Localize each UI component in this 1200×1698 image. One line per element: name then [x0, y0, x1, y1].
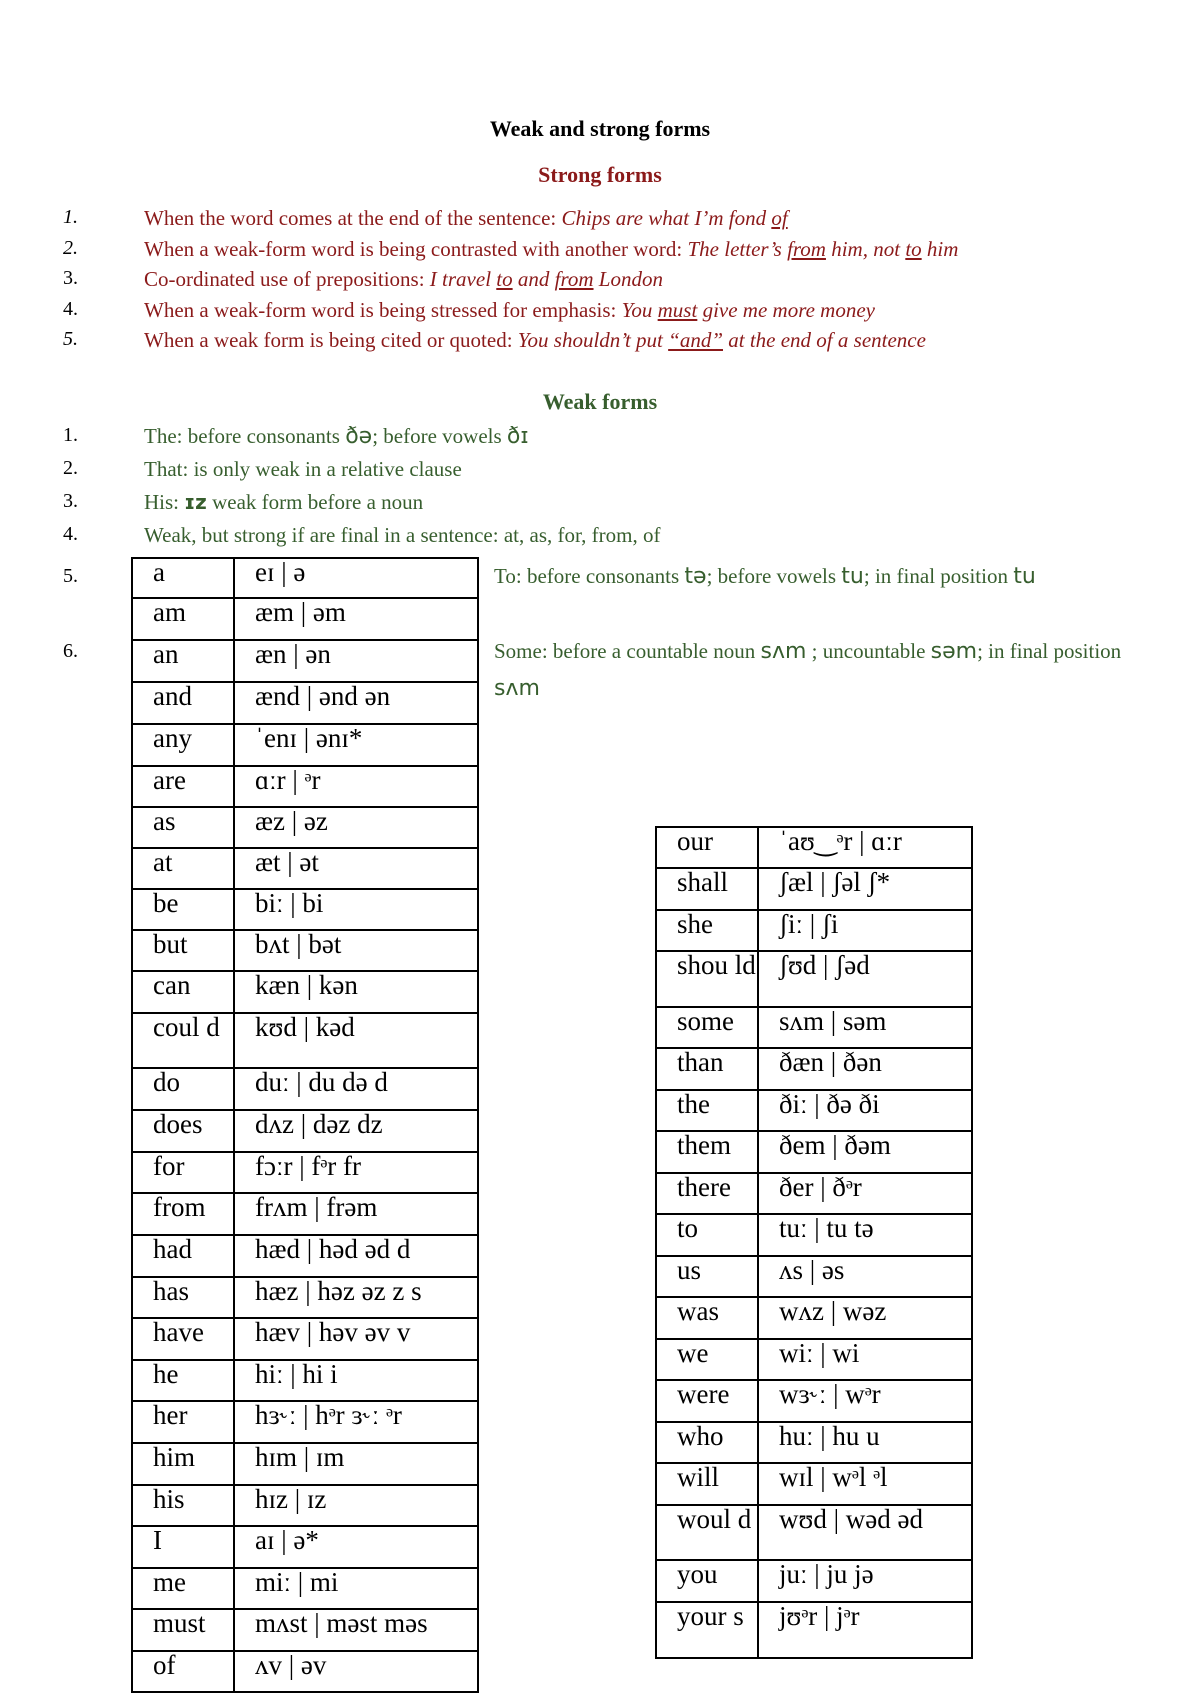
- word-cell: for: [132, 1152, 234, 1193]
- list-number: 2.: [63, 236, 78, 259]
- word-cell: I: [132, 1526, 234, 1568]
- word-cell: as: [132, 807, 234, 848]
- pronunciation-cell: dʌz | dəz dz: [234, 1110, 478, 1152]
- note-text: ; before vowels: [706, 564, 842, 588]
- word-cell: her: [132, 1401, 234, 1443]
- table-row: [656, 1602, 972, 1658]
- word-cell: his: [132, 1485, 234, 1526]
- table-row: [656, 1422, 972, 1463]
- pronunciation-cell: aɪ | ə*: [234, 1526, 478, 1568]
- strong-form-text: [144, 237, 958, 262]
- pronunciation-cell: huː | hu u: [758, 1422, 972, 1463]
- word-cell: am: [132, 598, 234, 640]
- pronunciation-cell: æm | əm: [234, 598, 478, 640]
- pronunciation-cell: miː | mi: [234, 1568, 478, 1609]
- pronunciation-cell: hɪz | ɪz: [234, 1485, 478, 1526]
- note-text: ; in final position: [977, 639, 1122, 663]
- pronunciation-cell: æn | ən: [234, 640, 478, 682]
- weak-form-text: [144, 424, 529, 449]
- pronunciation-cell: hɜ˞ː | hᵊr ɜ˞ː ᵊr: [234, 1401, 478, 1443]
- strong-forms-heading: Strong forms: [538, 162, 662, 187]
- word-cell: are: [132, 766, 234, 807]
- note-text: His:: [144, 490, 185, 514]
- strong-form-text: [144, 267, 663, 292]
- table-row: [656, 1463, 972, 1505]
- note-text: That: is only weak in a relative clause: [144, 457, 462, 481]
- word-cell: the: [656, 1090, 758, 1131]
- example-text: London: [593, 267, 663, 291]
- note-some: [494, 633, 1134, 707]
- pronunciation-cell: hiː | hi i: [234, 1360, 478, 1401]
- pronunciation-cell: fɔːr | fᵊr fr: [234, 1152, 478, 1193]
- table-row: [132, 1235, 478, 1277]
- example-text: You shouldn’t put: [517, 328, 669, 352]
- word-cell: she: [656, 910, 758, 951]
- word-cell: him: [132, 1443, 234, 1485]
- table-row: [132, 1013, 478, 1068]
- example-text: You: [621, 297, 658, 322]
- table-row: [656, 1256, 972, 1297]
- word-cell: us: [656, 1256, 758, 1297]
- table-row: [132, 682, 478, 724]
- pronunciation-cell: wɜ˞ː | wᵊr: [758, 1380, 972, 1422]
- ipa-transcription: sʌm: [494, 676, 540, 701]
- table-row: [656, 910, 972, 951]
- table-row: [656, 1214, 972, 1256]
- pronunciation-cell: hæz | həz əz z s: [234, 1277, 478, 1318]
- ipa-transcription: sʌm: [760, 639, 807, 664]
- table-row: [656, 868, 972, 910]
- example-text: must: [657, 297, 698, 322]
- list-number: 4.: [63, 523, 78, 545]
- pronunciation-cell: ʃæl | ʃəl ʃ*: [758, 868, 972, 910]
- word-cell: me: [132, 1568, 234, 1609]
- word-cell: of: [132, 1651, 234, 1692]
- table-row: [656, 827, 972, 868]
- pronunciation-cell: tuː | tu tə: [758, 1214, 972, 1256]
- table-row: [132, 1651, 478, 1692]
- table-row: [656, 1090, 972, 1131]
- word-cell: has: [132, 1277, 234, 1318]
- list-number: 3.: [63, 490, 78, 512]
- table-row: [132, 848, 478, 889]
- pronunciation-cell: duː | du də d: [234, 1068, 478, 1110]
- list-number-6: 6.: [63, 640, 78, 662]
- pronunciation-cell: ʃʊd | ʃəd: [758, 951, 972, 1007]
- pronunciation-cell: ðæn | ðən: [758, 1048, 972, 1090]
- weak-form-text: [144, 523, 660, 548]
- list-number: 1.: [63, 424, 78, 446]
- list-number: 1.: [63, 206, 78, 228]
- pronunciation-cell: frʌm | frəm: [234, 1193, 478, 1235]
- pronunciation-cell: ɑːr | ᵊr: [234, 766, 478, 807]
- note-text: Weak, but strong if are final in a sentence: at, as, for, from, of: [144, 523, 661, 547]
- word-cell: you: [656, 1560, 758, 1602]
- pronunciation-cell: bʌt | bət: [234, 930, 478, 971]
- table-row: [132, 1152, 478, 1193]
- word-cell: can: [132, 971, 234, 1013]
- table-row: [132, 807, 478, 848]
- pronunciation-cell: wʌz | wəz: [758, 1297, 972, 1339]
- pronunciation-cell: eɪ | ə: [234, 558, 478, 598]
- rule-text: When a weak-form word is being contrasted with another word:: [144, 236, 688, 261]
- table-row: [132, 1360, 478, 1401]
- example-text: from: [554, 267, 594, 291]
- table-row: [132, 889, 478, 930]
- example-text: of: [771, 206, 788, 230]
- rule-text: When a weak-form word is being stressed for emphasis:: [144, 297, 622, 322]
- rule-text: When a weak form is being cited or quoted:: [144, 328, 518, 352]
- word-cell: was: [656, 1297, 758, 1339]
- strong-form-text: [144, 206, 788, 231]
- ipa-transcription: ɪz: [184, 490, 207, 514]
- pronunciation-cell: ðer | ðᵊr: [758, 1173, 972, 1214]
- pronunciation-cell: ðiː | ðə ði: [758, 1090, 972, 1131]
- table-row: [132, 558, 478, 598]
- pronunciation-cell: ʌs | əs: [758, 1256, 972, 1297]
- table-row: [656, 1297, 972, 1339]
- example-text: from: [787, 236, 826, 261]
- pronunciation-cell: ˈaʊ‿ᵊr | ɑːr: [758, 827, 972, 868]
- pronunciation-cell: ʃiː | ʃi: [758, 910, 972, 951]
- pronunciation-cell: mʌst | məst məs: [234, 1609, 478, 1651]
- table-row: [656, 1505, 972, 1560]
- word-cell: but: [132, 930, 234, 971]
- word-cell: do: [132, 1068, 234, 1110]
- pronunciation-cell: ænd | ənd ən: [234, 682, 478, 724]
- pronunciation-cell: æz | əz: [234, 807, 478, 848]
- table-row: [132, 640, 478, 682]
- example-text: at the end of a sentence: [723, 328, 926, 352]
- pronunciation-cell: ðem | ðəm: [758, 1131, 972, 1173]
- strong-form-text: [144, 328, 926, 353]
- word-cell: must: [132, 1609, 234, 1651]
- ipa-transcription: tu: [841, 564, 864, 589]
- word-cell: will: [656, 1463, 758, 1505]
- table-row: [656, 1048, 972, 1090]
- word-cell: does: [132, 1110, 234, 1152]
- table-row: [132, 1609, 478, 1651]
- table-row: [132, 1068, 478, 1110]
- ipa-transcription: ðɪ: [506, 424, 529, 449]
- word-cell: who: [656, 1422, 758, 1463]
- note-text: Some: before a countable noun: [494, 639, 761, 663]
- word-cell: than: [656, 1048, 758, 1090]
- word-cell: woul d: [656, 1505, 758, 1560]
- word-cell: shall: [656, 868, 758, 910]
- word-cell: to: [656, 1214, 758, 1256]
- ipa-transcription: ðə: [345, 424, 373, 449]
- rule-text: Co-ordinated use of prepositions:: [144, 267, 430, 291]
- note-text: ; in final position: [863, 564, 1014, 588]
- weak-form-text: [144, 490, 423, 515]
- ipa-transcription: səm: [930, 639, 978, 664]
- table-row: [656, 1560, 972, 1602]
- example-text: give me more money: [697, 297, 875, 322]
- table-row: [132, 1277, 478, 1318]
- pronunciation-cell: jʊᵊr | jᵊr: [758, 1602, 972, 1658]
- list-number: 4.: [63, 297, 78, 320]
- rule-text: When the word comes at the end of the sentence:: [144, 206, 562, 230]
- pronunciation-cell: kæn | kən: [234, 971, 478, 1013]
- table-row: [132, 1485, 478, 1526]
- list-number: 5.: [63, 328, 78, 350]
- word-cell: we: [656, 1339, 758, 1380]
- word-cell: had: [132, 1235, 234, 1277]
- pronunciation-cell: wɪl | wᵊl ᵊl: [758, 1463, 972, 1505]
- table-row: [132, 930, 478, 971]
- pronunciation-cell: biː | bi: [234, 889, 478, 930]
- pronunciation-cell: hæd | həd əd d: [234, 1235, 478, 1277]
- word-cell: coul d: [132, 1013, 234, 1068]
- word-cell: were: [656, 1380, 758, 1422]
- example-text: I travel: [429, 267, 497, 291]
- table-row: [132, 1318, 478, 1360]
- note-text: ; uncountable: [806, 639, 931, 663]
- word-cell: an: [132, 640, 234, 682]
- table-row: [132, 1193, 478, 1235]
- example-text: “and”: [668, 328, 723, 352]
- table-row: [132, 766, 478, 807]
- note-text: The: before consonants: [144, 424, 346, 448]
- table-row: [132, 1443, 478, 1485]
- example-text: Chips are what I’m fond: [561, 206, 772, 230]
- word-cell: from: [132, 1193, 234, 1235]
- note-text: ; before vowels: [372, 424, 507, 448]
- word-cell: be: [132, 889, 234, 930]
- note-to: [494, 558, 1134, 595]
- strong-form-text: [144, 298, 875, 323]
- table-row: [656, 951, 972, 1007]
- example-text: The letter’s: [687, 236, 788, 261]
- pronunciation-cell: juː | ju jə: [758, 1560, 972, 1602]
- word-cell: he: [132, 1360, 234, 1401]
- word-cell: them: [656, 1131, 758, 1173]
- table-row: [132, 598, 478, 640]
- table-row: [132, 1401, 478, 1443]
- example-text: to: [496, 267, 513, 291]
- list-number-5: 5.: [63, 565, 78, 587]
- pronunciation-cell: hɪm | ɪm: [234, 1443, 478, 1485]
- page-title: Weak and strong forms: [489, 116, 711, 141]
- word-cell: have: [132, 1318, 234, 1360]
- example-text: him, not: [825, 236, 906, 261]
- pronunciation-cell: hæv | həv əv v: [234, 1318, 478, 1360]
- pronunciation-cell: kʊd | kəd: [234, 1013, 478, 1068]
- example-text: and: [512, 267, 555, 291]
- note-text: To: before consonants: [494, 564, 685, 588]
- table-row: [656, 1339, 972, 1380]
- table-row: [132, 971, 478, 1013]
- pronunciation-cell: ʌv | əv: [234, 1651, 478, 1692]
- table-row: [132, 724, 478, 766]
- weak-forms-table-left: [131, 557, 479, 1693]
- weak-forms-table-right: [655, 826, 973, 1659]
- word-cell: our: [656, 827, 758, 868]
- example-text: him: [921, 236, 959, 261]
- pronunciation-cell: sʌm | səm: [758, 1007, 972, 1048]
- word-cell: any: [132, 724, 234, 766]
- pronunciation-cell: ˈenɪ | ənɪ*: [234, 724, 478, 766]
- table-row: [656, 1173, 972, 1214]
- table-row: [656, 1131, 972, 1173]
- table-row: [132, 1110, 478, 1152]
- example-text: to: [905, 236, 922, 261]
- table-row: [132, 1568, 478, 1609]
- table-row: [132, 1526, 478, 1568]
- weak-forms-heading: Weak forms: [542, 389, 658, 414]
- weak-form-text: [144, 457, 462, 482]
- ipa-transcription: tə: [684, 564, 707, 589]
- word-cell: and: [132, 682, 234, 724]
- word-cell: some: [656, 1007, 758, 1048]
- table-row: [656, 1007, 972, 1048]
- pronunciation-cell: wiː | wi: [758, 1339, 972, 1380]
- list-number: 2.: [63, 457, 78, 479]
- pronunciation-cell: æt | ət: [234, 848, 478, 889]
- word-cell: your s: [656, 1602, 758, 1658]
- list-number: 3.: [63, 267, 78, 289]
- word-cell: at: [132, 848, 234, 889]
- ipa-transcription: tu: [1013, 564, 1036, 589]
- word-cell: shou ld: [656, 951, 758, 1007]
- word-cell: a: [132, 558, 234, 598]
- word-cell: there: [656, 1173, 758, 1214]
- pronunciation-cell: wʊd | wəd əd: [758, 1505, 972, 1560]
- note-text: weak form before a noun: [206, 490, 424, 514]
- table-row: [656, 1380, 972, 1422]
